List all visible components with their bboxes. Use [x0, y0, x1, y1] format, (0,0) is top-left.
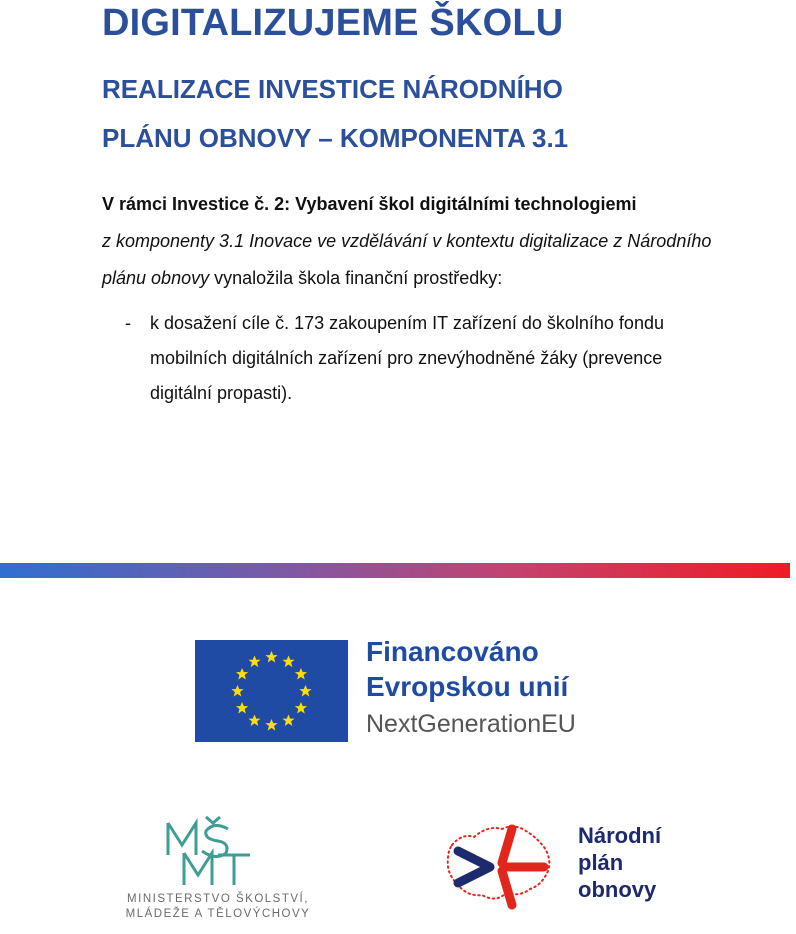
- bullet-dash: -: [125, 313, 131, 333]
- intro-italic-text: z komponenty 3.1 Inovace ve vzdělávání v kontextu digitalizace z Národního plánu obnovy: [102, 231, 712, 288]
- gradient-divider: [0, 563, 790, 578]
- npo-text: [578, 822, 661, 903]
- eu-flag-icon: [195, 640, 348, 742]
- eu-text-line-2: Evropskou unií: [366, 671, 569, 702]
- msmt-caption-line-1: MINISTERSTVO ŠKOLSTVÍ,: [127, 893, 309, 905]
- eu-funding-text: [366, 634, 576, 744]
- eu-text-line-1: Financováno: [366, 636, 539, 667]
- page-title: DIGITALIZUJEME ŠKOLU: [102, 2, 564, 44]
- bullet-item: [125, 306, 725, 411]
- bullet-text: k dosažení cíle č. 173 zakoupením IT zařízení do školního fondu mobilních digitálních zařízení pro znevýhodněné žáky (prevence digitální propasti).: [150, 313, 664, 403]
- npo-text-line-3: obnovy: [578, 877, 657, 902]
- npo-logo-icon: [440, 815, 558, 915]
- eu-flag-stars: [195, 640, 348, 742]
- npo-text-line-1: Národní: [578, 823, 662, 848]
- eu-text-line-3: NextGenerationEU: [366, 710, 576, 738]
- npo-text-line-2: plán: [578, 850, 624, 875]
- intro-rest-text: vynaložila škola finanční prostředky:: [209, 268, 503, 288]
- msmt-caption: [108, 892, 328, 922]
- subtitle-line-2: PLÁNU OBNOVY – KOMPONENTA 3.1: [102, 123, 569, 153]
- subtitle-line-1: REALIZACE INVESTICE NÁRODNÍHO: [102, 74, 563, 104]
- msmt-caption-line-2: MLÁDEŽE A TĚLOVÝCHOVY: [125, 908, 311, 920]
- intro-bold-text: V rámci Investice č. 2: Vybavení škol digitálními technologiemi: [102, 194, 637, 214]
- intro-paragraph: [102, 186, 742, 297]
